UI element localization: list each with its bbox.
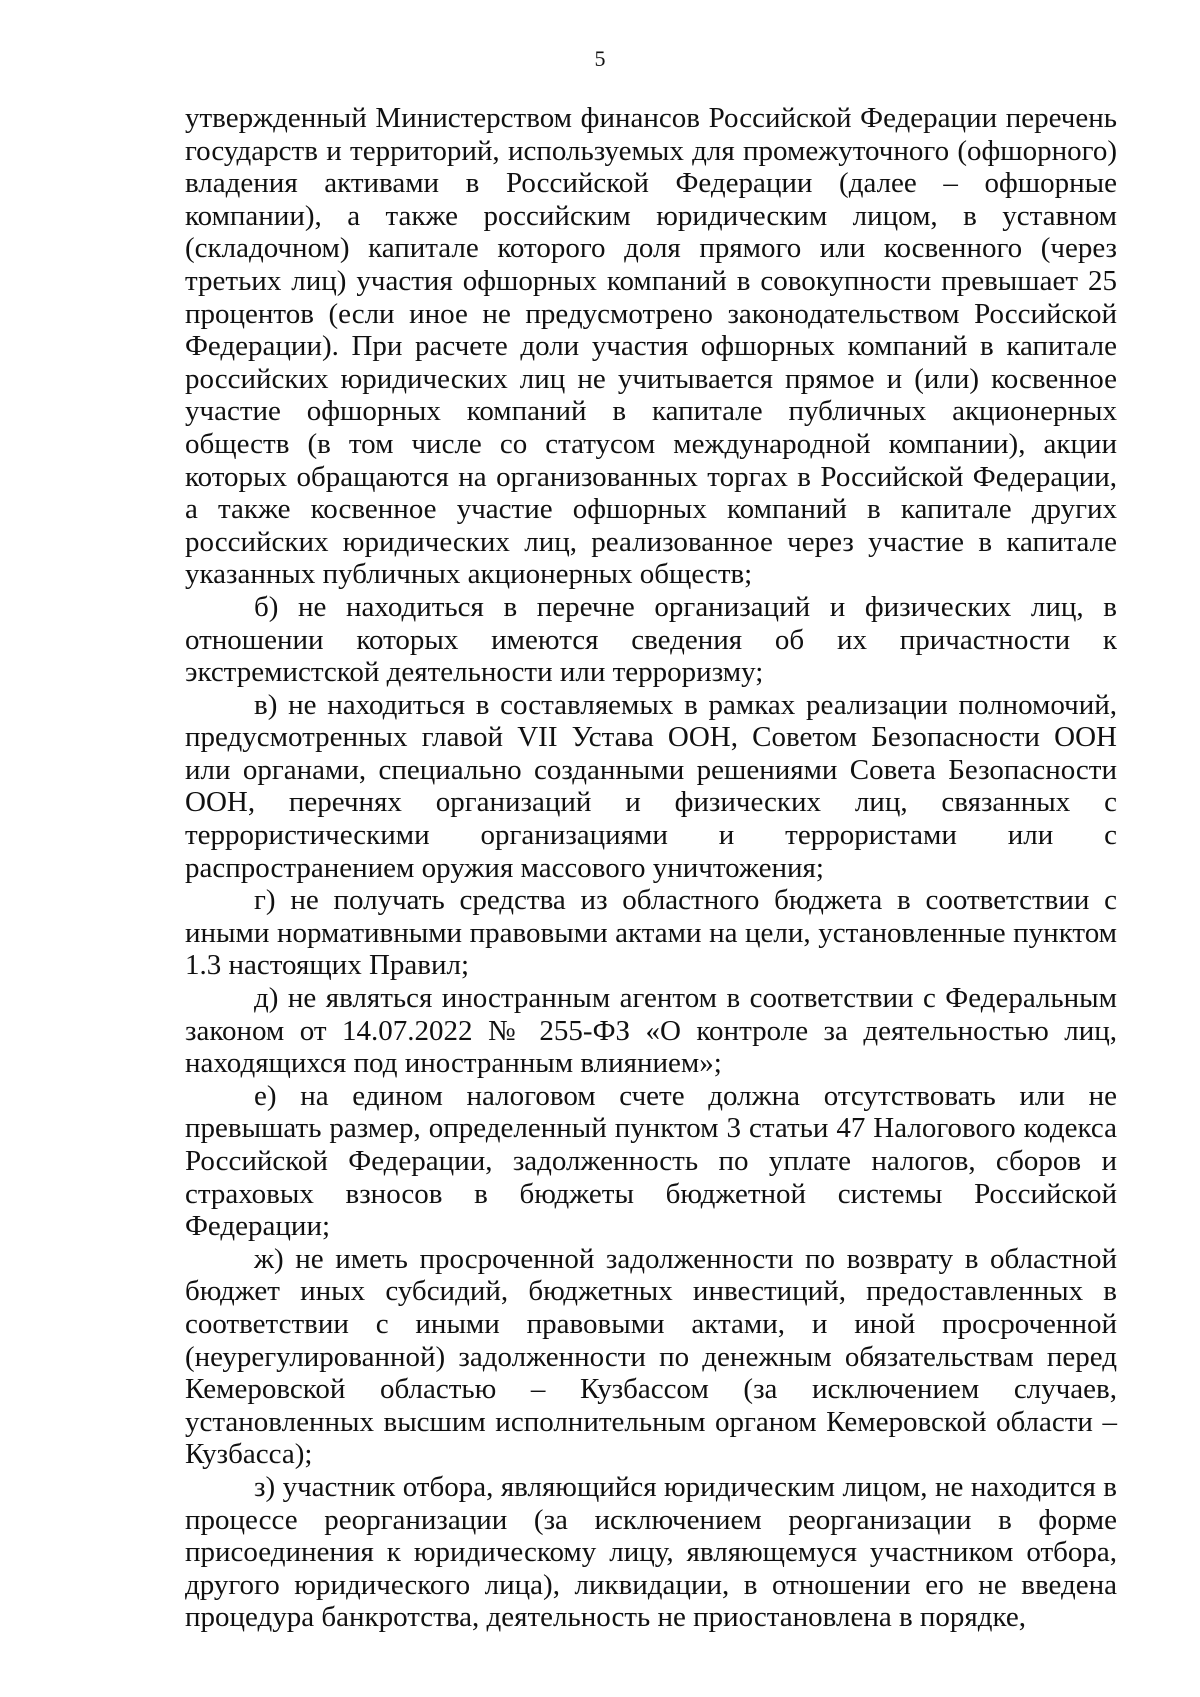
paragraph-item-d: д) не являться иностранным агентом в соответствии с Федеральным законом от 14.07.2022 № 255-ФЗ «О контроле за деятельностью лиц, находящихся под иностранным влиянием»; — [185, 982, 1117, 1080]
paragraph-item-z: з) участник отбора, являющийся юридическим лицом, не находится в процессе реорганизации (за исключением реорганизации в форме присоединения к юридическому лицу, являющемуся участником отбора, другого юридического лица), ликвидации, в отношении его не введена процедура банкротства, деятельность не приостановлена в порядке, — [185, 1470, 1117, 1634]
paragraph-item-zh: ж) не иметь просроченной задолженности по возврату в областной бюджет иных субсидий, бюджетных инвестиций, предоставленных в соответствии с иными правовыми актами, и иной просроченной (неурегулированной) задолженности по денежным обязательствам перед Кемеровской областью – Кузбассом (за исключением случаев, установленных высшим исполнительным органом Кемеровской области – Кузбасса); — [185, 1242, 1117, 1471]
paragraph-item-v: в) не находиться в составляемых в рамках реализации полномочий, предусмотренных главой VII Устава ООН, Советом Безопасности ООН или органами, специально созданными решениями Совета Безопасности ООН, перечнях организаций и физических лиц, связанных с террористическими организациями и террористами или с распространением оружия массового уничтожения; — [185, 688, 1117, 884]
document-body — [185, 102, 1117, 1634]
paragraph-item-e: е) на едином налоговом счете должна отсутствовать или не превышать размер, определенный пунктом 3 статьи 47 Налогового кодекса Российской Федерации, задолженность по уплате налогов, сборов и страховых взносов в бюджеты бюджетной системы Российской Федерации; — [185, 1079, 1117, 1243]
paragraph-offshore-continuation: утвержденный Министерством финансов Российской Федерации перечень государств и территорий, используемых для промежуточного (офшорного) владения активами в Российской Федерации (далее – офшорные компании), а также российским юридическим лицом, в уставном (складочном) капитале которого доля прямого или косвенного (через третьих лиц) участия офшорных компаний в совокупности превышает 25 процентов (если иное не предусмотрено законодательством Российской Федерации). При расчете доли участия офшорных компаний в капитале российских юридических лиц не учитывается прямое и (или) косвенное участие офшорных компаний в капитале публичных акционерных обществ (в том числе со статусом международной компании), акции которых обращаются на организованных торгах в Российской Федерации, а также косвенное участие офшорных компаний в капитале других российских юридических лиц, реализованное через участие в капитале указанных публичных акционерных обществ; — [185, 102, 1117, 591]
paragraph-item-g: г) не получать средства из областного бюджета в соответствии с иными нормативными правовыми актами на цели, установленные пунктом 1.3 настоящих Правил; — [185, 884, 1117, 982]
page-number: 5 — [594, 46, 606, 71]
paragraph-item-b: б) не находиться в перечне организаций и физических лиц, в отношении которых имеются сведения об их причастности к экстремистской деятельности или терроризму; — [185, 590, 1117, 689]
